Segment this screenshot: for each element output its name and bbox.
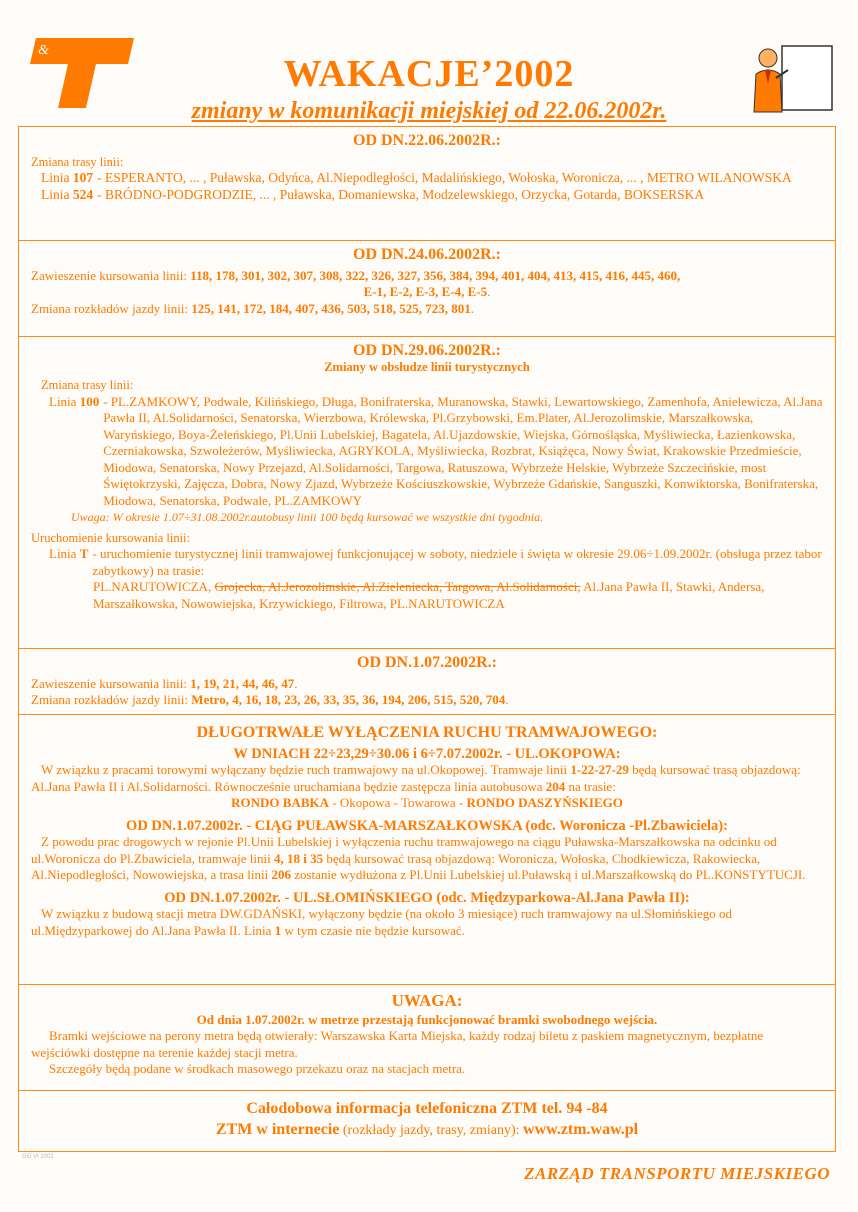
launch-label: Uruchomienie kursowania linii: [31, 530, 190, 545]
page-subtitle: zmiany w komunikacji miejskiej od 22.06.2002r. [191, 98, 667, 124]
line-107-route: - ESPERANTO, ... , Puławska, Odyńca, Al.Niepodległości, Madalińskiego, Wołoska, Woronicza, ... , METRO WILANOWSKA [97, 170, 792, 185]
line-100-route: - PL.ZAMKOWY, Podwale, Kilińskiego, Długa, Bonifraterska, Muranowska, Stawki, Lewartowskiego, Zamenhofa, Anielewicza, Al.Jana Pawła II, Al.Solidarności, Senatorska, Wierzbowa, Królewska, Pl.Grzybowski, Em.Plater, Al.Jerozolimskie, Marszałkowska, Waryńskiego, Boya-Żeleńskiego, Pl.Unii Lubelskiej, Bagatela, Al.Ujazdowskie, Wiejska, Górnośląska, Myśliwiecka, Łazienkowska, Czerniakowska, Szwoleżerów, Myśliwiecka, AGRYKOLA, Myśliwiecka, Rozbrat, Książęca, Nowy Świat, Krakowskie Przedmieście, Miodowa, Senatorska, Nowy Przejazd, Al.Solidarności, Targowa, Ratuszowa, Wybrzeże Helskie, Wybrzeże Szczecińskie, most Świętokrzyski, Zajęcza, Dobra, Nowy Zjazd, Wybrzeże Kościuszkowskie, Wybrzeże Gdańskie, Sanguszki, Konwiktorska, Bonifraterska, Miodowa, Senatorska, Podwale, PL.ZAMKOWY [103, 393, 823, 508]
line-100-note: Uwaga: W okresie 1.07÷31.08.2002r.autobusy linii 100 będą kursować we wszystkie dni tygodnia. [71, 510, 544, 524]
section-subheading: Zmiany w obsłudze linii turystycznych [324, 359, 530, 374]
organization-name: ZARZĄD TRANSPORTU MIEJSKIEGO [524, 1164, 830, 1183]
section-heading: OD DN.1.07.2002R.: [357, 654, 497, 671]
suspension-line-2: E-1, E-2, E-3, E-4, E-5. [363, 284, 491, 299]
page-title: WAKACJE’2002 [283, 53, 575, 95]
ztm-website-link[interactable]: www.ztm.waw.pl [523, 1121, 639, 1138]
print-code: GG VI 2002 [22, 1154, 54, 1160]
section-metro-notice [19, 985, 835, 1091]
line-524: Linia 524 - BRÓDNO-PODGRODZIE, ... , Puławska, Domaniewska, Modzelewskiego, Orzycka, Gotarda, BOKSERSKA [41, 186, 705, 202]
okopowa-text: W związku z pracami torowymi wyłączany będzie ruch tramwajowy na ul.Okopowej. Tramwaje linii 1-22-27-29 będą kursować trasą objazdową: Al.Jana Pawła II i Al.Solidarności. Równocześnie uruchamiana będzie zastępcza linia autobusowa 204 na trasie: [31, 762, 801, 794]
section-1-07 [19, 649, 835, 715]
suspension-line: Zawieszenie kursowania linii: 118, 178, 301, 302, 307, 308, 322, 326, 327, 356, 384, 394, 401, 404, 413, 415, 416, 445, 460, [31, 267, 681, 283]
suspended-lines: 118, 178, 301, 302, 307, 308, 322, 326, 327, 356, 384, 394, 401, 404, 413, 415, 416, 445, 460, [190, 267, 681, 283]
notice-heading: UWAGA: [391, 991, 463, 1010]
svg-text:&: & [38, 43, 49, 58]
notice-paragraph-1: Bramki wejściowe na perony metra będą otwierały: Warszawska Karta Miejska, każdy rodzaj biletu z paskiem magnetycznym, bezpłatne wejściówki dostępne na terenie każdej stacji metra. [31, 1028, 764, 1060]
content-frame [18, 126, 836, 1152]
schedule-change-line: Zmiana rozkładów jazdy linii: Metro, 4, 16, 18, 23, 26, 33, 35, 36, 194, 206, 515, 520, 704. [31, 692, 509, 707]
slominskiego-heading: OD DN.1.07.2002r. - UL.SŁOMIŃSKIEGO (odc. Międzyparkowa-Al.Jana Pawła II): [164, 889, 690, 906]
section-24-06 [19, 241, 835, 337]
okopowa-route: RONDO BABKA - Okopowa - Towarowa - RONDO DASZYŃSKIEGO [231, 795, 623, 810]
route-change-label: Zmiana trasy linii: [41, 378, 134, 392]
section-heading: OD DN.24.06.2002R.: [353, 246, 501, 263]
schedule-change-line: Zmiana rozkładów jazdy linii: 125, 141, 172, 184, 407, 436, 503, 518, 525, 723, 801. [31, 300, 475, 316]
okopowa-heading: W DNIACH 22÷23,29÷30.06 i 6÷7.07.2002r. - UL.OKOPOWA: [233, 745, 621, 762]
notice-subheading: Od dnia 1.07.2002r. w metrze przestają funkcjonować bramki swobodnego wejścia. [196, 1011, 658, 1027]
schedule-lines: 125, 141, 172, 184, 407, 436, 503, 518, 525, 723, 801 [191, 300, 471, 316]
section-heading: DŁUGOTRWAŁE WYŁĄCZENIA RUCHU TRAMWAJOWEGO: [196, 724, 658, 741]
section-heading: OD DN.22.06.2002R.: [353, 132, 501, 149]
section-tram-closures [19, 715, 835, 985]
slominskiego-text: W związku z budową stacji metra DW.GDAŃSKI, wyłączony będzie (na około 3 miesiące) ruch tramwajowy na ul.Słomińskiego od ul.Międzyparkowej do Al.Jana Pawła II. Linia 1 w tym czasie nie będzie kursować. [31, 906, 732, 938]
line-t-route: PL.NARUTOWICZA, Grojecka, Al.Jerozolimskie, Al.Zieleniecka, Targowa, Al.Solidarności, Al.Jana Pawła II, Stawki, Andersa, Marszałkowska, Nowowiejska, Krzywickiego, Filtrowa, PL.NARUTOWICZA [93, 579, 765, 611]
line-107: Linia 107 - ESPERANTO, ... , Puławska, Odyńca, Al.Niepodległości, Madalińskiego, Wołoska, Woronicza, ... , METRO WILANOWSKA [41, 170, 792, 185]
suspension-line: Zawieszenie kursowania linii: 1, 19, 21, 44, 46, 47. [31, 675, 298, 691]
section-29-06 [19, 337, 835, 649]
section-22-06 [19, 127, 835, 241]
section-heading: OD DN.29.06.2002R.: [353, 342, 501, 359]
line-t: Linia T - uruchomienie turystycznej linii tramwajowej funkcjonującej w soboty, niedziele i święta w okresie 29.06÷1.09.2002r. (obsługa przez tabor zabytkowy) na trasie: [49, 546, 822, 578]
route-change-label: Zmiana trasy linii: [31, 154, 124, 169]
line-524-route: - BRÓDNO-PODGRODZIE, ... , Puławska, Domaniewska, Modzelewskiego, Orzycka, Gotarda, BOKSERSKA [97, 186, 705, 202]
line-t-description: - uruchomienie turystycznej linii tramwajowej funkcjonującej w soboty, niedziele i święta w okresie 29.06÷1.09.2002r. (obsługa przez tabor zabytkowy) na trasie: [92, 546, 822, 578]
line-100: Linia 100 - PL.ZAMKOWY, Podwale, Kilińskiego, Długa, Bonifraterska, Muranowska, Stawki, Lewartowskiego, Zamenhofa, Anielewicza, Al.Jana Pawła II, Al.Solidarności, Senatorska, Wierzbowa, Królewska, Pl.Grzybowski, Em.Plater, Al.Jerozolimskie, Marszałkowska, Waryńskiego, Boya-Żeleńskiego, Pl.Unii Lubelskiej, Bagatela, Al.Ujazdowskie, Wiejska, Górnośląska, Myśliwiecka, Łazienkowska, Czerniakowska, Szwoleżerów, Myśliwiecka, AGRYKOLA, Myśliwiecka, Rozbrat, Książęca, Nowy Świat, Krakowskie Przedmieście, Miodowa, Senatorska, Nowy Przejazd, Al.Solidarności, Targowa, Ratuszowa, Wybrzeże Helskie, Wybrzeże Szczecińskie, most Świętokrzyski, Zajęcza, Dobra, Nowy Zjazd, Wybrzeże Kościuszkowskie, Wybrzeże Gdańskie, Sanguszki, Konwiktorska, Bonifraterska, Miodowa, Senatorska, Podwale, PL.ZAMKOWY [49, 393, 823, 508]
web-info: ZTM w internecie (rozkłady jazdy, trasy, zmiany): www.ztm.waw.pl [215, 1121, 639, 1138]
pulawska-heading: OD DN.1.07.2002r. - CIĄG PUŁAWSKA-MARSZAŁKOWSKA (odc. Woronicza -Pl.Zbawiciela): [126, 817, 728, 834]
person-with-board-icon [748, 40, 838, 118]
pulawska-text: Z powodu prac drogowych w rejonie Pl.Unii Lubelskiej i wyłączenia ruchu tramwajowego na ciągu Puławska-Marszałkowska na odcinku od ul.Woronicza do Pl.Zbawiciela, tramwaje linii 4, 18 i 35 będą kursować trasą objazdową: Woronicza, Wołoska, Chodkiewicza, Rakowiecka, Al.Niepodległości, Nowowiejska, a trasa linii 206 zostanie wydłużona z Pl.Unii Lubelskiej ul.Puławską i ul.Marszałkowską do PL.KONSTYTUCJI. [31, 834, 806, 882]
phone-info: Całodobowa informacja telefoniczna ZTM tel. 94 -84 [246, 1100, 608, 1117]
section-contact [19, 1091, 835, 1149]
notice-paragraph-2: Szczegóły będą podane w środkach masowego przekazu oraz na stacjach metra. [49, 1061, 466, 1076]
